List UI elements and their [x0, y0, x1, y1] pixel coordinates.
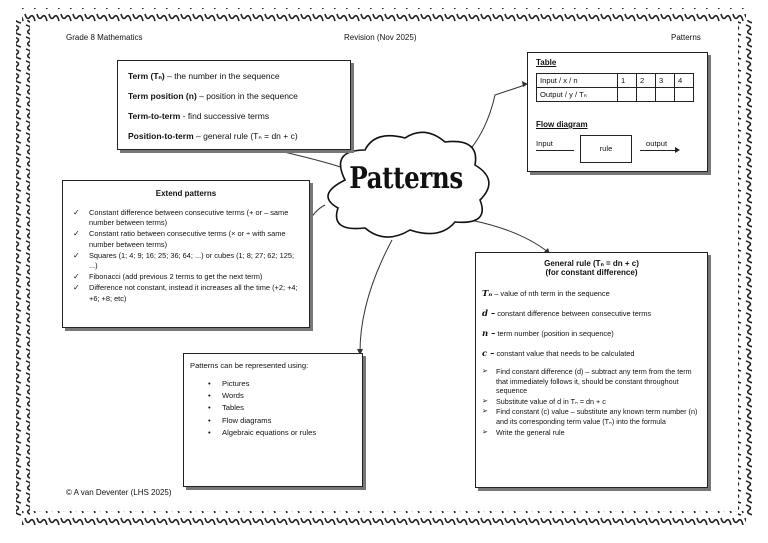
list-item: • Flow diagrams	[208, 415, 316, 427]
list-item: ✓ Squares (1; 4; 9; 16; 25; 36; 64; ...) or cubes (1; 8; 27; 62; 125; ...)	[73, 251, 301, 271]
list-item: ✓ Constant difference between consecutive terms (+ or – same number between terms)	[73, 208, 301, 228]
terms-box	[117, 60, 351, 150]
represent-title: Patterns can be represented using:	[190, 361, 309, 370]
list-item: • Pictures	[208, 378, 316, 390]
flow-input-label: Input	[536, 139, 553, 148]
flow-rule-box: rule	[580, 135, 632, 163]
list-item: ➢ Find constant difference (d) – subtract any term from the term that immediately follows it, should be constant throughout sequence	[482, 367, 702, 396]
header-topic: Patterns	[671, 33, 701, 42]
term-position-item: Term position (n) – position in the sequence	[128, 91, 298, 101]
list-item: ✓ Difference not constant, instead it increases all the time (+2; +4; +6; +8; etc)	[73, 283, 301, 303]
list-item: • Words	[208, 390, 316, 402]
flow-diagram-title: Flow diagram	[536, 120, 588, 129]
term-to-term-item: Term-to-term - find successive terms	[128, 111, 270, 121]
list-item: • Algebraic equations or rules	[208, 427, 316, 439]
term-item: Term (Tₙ) – the number in the sequence	[128, 71, 280, 81]
io-table	[536, 73, 694, 102]
flow-output-label: output	[646, 139, 668, 148]
definition-tn: Tₙ – value of nth term in the sequence	[482, 289, 610, 299]
flow-output-arrow	[640, 150, 678, 151]
page-title: Patterns	[349, 161, 463, 196]
header-subject: Grade 8 Mathematics	[66, 33, 143, 42]
extend-patterns-box	[62, 180, 310, 328]
position-to-term-item: Position-to-term – general rule (Tₙ = dn + c)	[128, 131, 298, 141]
definition-d: d – constant difference between consecutive terms	[482, 309, 652, 319]
list-item: ➢ Find constant (c) value – substitute any known term number (n) and its corresponding term value (Tₙ) into the formula	[482, 407, 702, 426]
copyright: © A van Deventer (LHS 2025)	[66, 488, 172, 497]
representation-box	[183, 353, 363, 487]
arrowhead-icon	[675, 147, 680, 153]
general-rule-subtitle: (for constant difference)	[545, 268, 638, 277]
table-title: Table	[536, 58, 557, 67]
header-revision: Revision (Nov 2025)	[344, 33, 417, 42]
list-item: ➢ Write the general rule	[482, 428, 702, 438]
table-flow-box	[527, 52, 708, 172]
list-item: ➢ Substitute value of d in Tₙ = dn + c	[482, 397, 702, 407]
table-row: Output / y / Tₙ	[537, 88, 694, 102]
definition-n: n – term number (position in sequence)	[482, 329, 614, 339]
general-rule-title: General rule (Tₙ = dn + c)	[544, 259, 639, 268]
extend-title: Extend patterns	[155, 189, 217, 198]
list-item: ✓ Fibonacci (add previous 2 terms to get the next term)	[73, 272, 301, 282]
list-item: ✓ Constant ratio between consecutive terms (× or ÷ with same number between terms)	[73, 229, 301, 249]
definition-c: c – constant value that needs to be calculated	[482, 349, 635, 359]
flow-input-arrow	[536, 150, 574, 151]
general-rule-box	[475, 252, 708, 488]
table-row: Input / x / n 1 2 3 4	[537, 74, 694, 88]
list-item: • Tables	[208, 402, 316, 414]
